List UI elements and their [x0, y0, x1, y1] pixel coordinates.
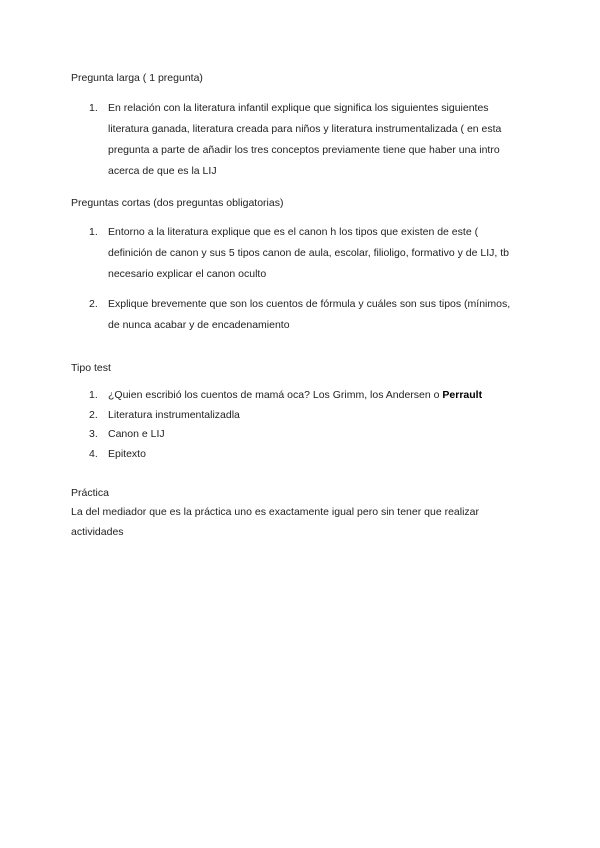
list-item	[0, 294, 520, 336]
practice-heading: Práctica	[71, 487, 109, 499]
list-item-number: 4.	[89, 447, 98, 460]
short-questions-heading: Preguntas cortas (dos preguntas obligatorias)	[71, 197, 284, 209]
test-heading: Tipo test	[71, 362, 111, 374]
long-question-list	[0, 98, 600, 182]
list-item-text: Canon e LIJ	[108, 428, 165, 440]
test-list	[0, 386, 600, 464]
list-item	[0, 425, 520, 445]
list-item-text: ¿Quien escribió los cuentos de mamá oca? Los Grimm, los Andersen o	[108, 389, 443, 401]
list-item-text: Epitexto	[108, 447, 146, 460]
list-item-number: 2.	[89, 408, 98, 421]
list-item	[0, 406, 520, 426]
list-item-number: 2.	[89, 298, 98, 310]
list-item-number: 1.	[89, 389, 98, 401]
list-item	[0, 386, 520, 406]
list-item	[0, 445, 520, 465]
list-item	[0, 222, 520, 285]
list-item-text: Explique brevemente que son los cuentos de fórmula y cuáles son sus tipos (mínimos, de nunca acabar y de encadenamiento	[108, 298, 511, 331]
long-question-heading: Pregunta larga ( 1 pregunta)	[71, 72, 203, 84]
list-item	[0, 98, 520, 182]
answer-highlight: Perrault	[442, 389, 483, 401]
list-item-number: 1.	[89, 226, 98, 238]
list-item-number: 3.	[89, 428, 98, 440]
practice-text: La del mediador que es la práctica uno es exactamente igual pero sin tener que realizar actividades	[71, 506, 479, 538]
list-item-text: En relación con la literatura infantil explique que significa los siguientes siguientes literatura ganada, literatura creada para niños y literatura instrumentalizada ( en esta pregunta a parte de añadir los tres conceptos previamente tiene que haber una intro acerca de que es la LIJ	[108, 102, 502, 177]
short-questions-list	[0, 222, 600, 336]
list-item-text: Entorno a la literatura explique que es el canon h los tipos que existen de este ( definición de canon y sus 5 tipos canon de aula, escolar, filioligo, formativo y de LIJ, tb necesario explicar el canon oculto	[108, 226, 509, 280]
list-item-number: 1.	[89, 102, 98, 114]
list-item-text: Literatura instrumentalizadla	[108, 408, 240, 421]
